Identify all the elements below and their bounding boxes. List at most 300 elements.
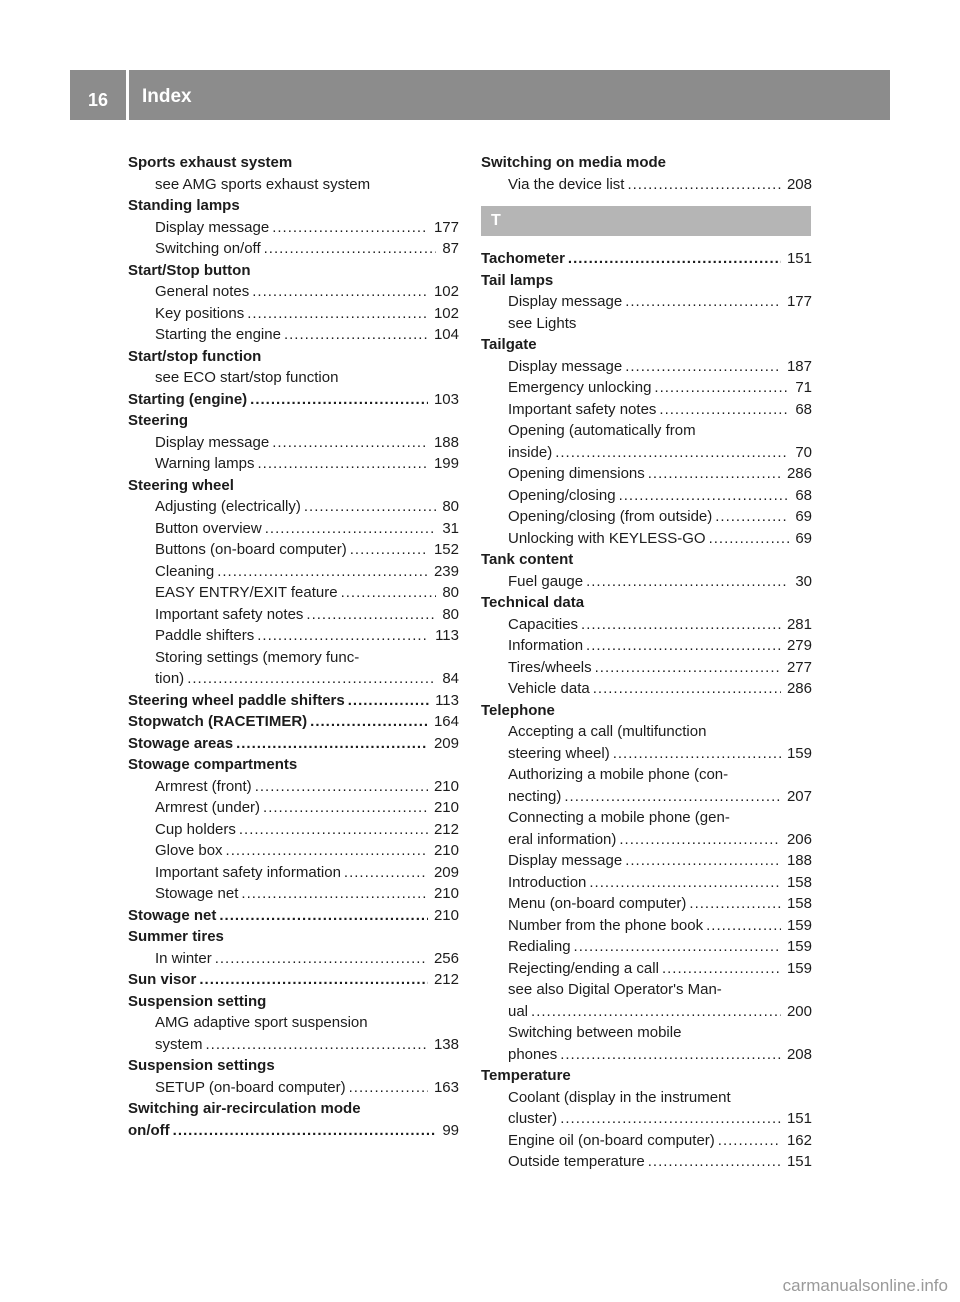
page-reference: 279 — [786, 637, 812, 654]
entry-text: phones — [508, 1045, 558, 1063]
entry-text: Opening dimensions — [508, 465, 645, 482]
index-subentry — [128, 582, 459, 604]
index-subentry — [481, 377, 812, 399]
index-subentry — [481, 420, 812, 442]
dot-leader — [344, 862, 428, 884]
index-entry — [128, 195, 459, 217]
entry-text: Cleaning — [155, 562, 215, 580]
entry-text: Switching on/off — [155, 240, 261, 257]
entry-text: Information — [508, 637, 584, 654]
entry-text: Buttons (on-board computer) — [155, 541, 347, 558]
entry-text: AMG adaptive sport suspension — [155, 1014, 368, 1031]
entry-text: Stowage net — [155, 885, 239, 902]
page-reference: 68 — [795, 486, 812, 504]
dot-leader — [654, 377, 789, 399]
dot-leader — [625, 850, 781, 872]
dot-leader — [689, 893, 781, 915]
page-reference: 200 — [786, 1002, 812, 1020]
index-subentry — [481, 1108, 812, 1130]
index-entry — [128, 991, 459, 1013]
index-subentry — [128, 367, 459, 389]
page-reference: 209 — [433, 734, 459, 752]
index-subentry — [128, 217, 459, 239]
entry-text: Introduction — [508, 873, 587, 891]
dot-leader — [581, 614, 781, 636]
dot-leader — [239, 819, 428, 841]
index-entry — [128, 260, 459, 282]
entry-text: Suspension setting — [128, 992, 267, 1010]
page-reference: 151 — [786, 1153, 812, 1170]
entry-text: necting) — [508, 787, 562, 805]
entry-text: Stowage compartments — [128, 756, 298, 773]
index-column-right — [481, 152, 812, 1173]
index-entry — [128, 152, 459, 174]
index-subentry — [128, 840, 459, 862]
index-subentry — [481, 571, 812, 593]
index-subentry — [128, 453, 459, 475]
dot-leader — [349, 1077, 428, 1099]
entry-text: Important safety notes — [155, 605, 304, 623]
index-entry — [481, 248, 812, 270]
page-reference: 212 — [433, 820, 459, 838]
page-reference: 71 — [795, 379, 812, 396]
page-reference: 188 — [786, 852, 812, 869]
index-entry — [128, 905, 459, 927]
index-subentry — [128, 174, 459, 196]
entry-text: tion) — [155, 670, 185, 687]
index-entry — [481, 270, 812, 292]
index-subentry — [481, 979, 812, 1001]
dot-leader — [173, 1120, 437, 1142]
entry-text: see Lights — [508, 314, 577, 332]
entry-text: Starting (engine) — [128, 390, 248, 408]
entry-text: Summer tires — [128, 928, 224, 945]
page-reference: 210 — [433, 799, 459, 816]
page-reference: 159 — [786, 938, 812, 955]
index-subentry — [481, 786, 812, 808]
index-subentry — [481, 313, 812, 335]
entry-text: Important safety notes — [508, 400, 657, 418]
index-subentry — [128, 819, 459, 841]
page-reference: 113 — [435, 691, 459, 709]
page-title: Index — [142, 86, 192, 107]
index-subentry — [481, 657, 812, 679]
page-reference: 159 — [786, 959, 812, 977]
index-subentry — [128, 862, 459, 884]
entry-text: Switching between mobile — [508, 1024, 682, 1041]
entry-text: Steering wheel — [128, 476, 234, 494]
entry-text: Authorizing a mobile phone (con- — [508, 766, 729, 783]
index-entry — [481, 549, 812, 571]
page-reference: 162 — [786, 1131, 812, 1149]
index-subentry — [128, 625, 459, 647]
index-subentry — [481, 1022, 812, 1044]
entry-text: Number from the phone book — [508, 916, 704, 934]
page-reference: 212 — [433, 971, 459, 988]
entry-text: Display message — [508, 293, 623, 310]
index-subentry — [128, 238, 459, 260]
index-subentry — [481, 485, 812, 507]
index-entry — [128, 389, 459, 411]
entry-text: Armrest (front) — [155, 777, 252, 795]
page-reference: 151 — [786, 1110, 812, 1127]
page-reference: 158 — [786, 873, 812, 891]
dot-leader — [250, 389, 428, 411]
entry-text: Capacities — [508, 615, 579, 633]
dot-leader — [709, 528, 790, 550]
index-subentry — [481, 174, 812, 196]
index-subentry — [128, 883, 459, 905]
page-reference: 84 — [442, 670, 459, 687]
page-reference: 99 — [442, 1121, 459, 1139]
entry-text: Armrest (under) — [155, 799, 261, 816]
index-subentry — [481, 829, 812, 851]
page-reference: 80 — [442, 605, 459, 623]
page-reference: 210 — [433, 906, 459, 924]
entry-text: Tailgate — [481, 336, 537, 353]
entry-text: system — [155, 1035, 203, 1053]
index-subentry — [128, 647, 459, 669]
index-subentry — [128, 561, 459, 583]
entry-text: Starting the engine — [155, 326, 281, 343]
entry-text: Display message — [155, 433, 270, 451]
index-subentry — [481, 743, 812, 765]
index-subentry — [128, 303, 459, 325]
entry-text: Stopwatch (RACETIMER) — [128, 713, 308, 730]
dot-leader — [627, 174, 781, 196]
dot-leader — [619, 485, 790, 507]
dot-leader — [304, 496, 436, 518]
entry-text: cluster) — [508, 1110, 558, 1127]
index-entry — [481, 592, 812, 614]
page-reference: 30 — [795, 572, 812, 590]
entry-text: on/off — [128, 1121, 170, 1139]
entry-text: Important safety information — [155, 863, 341, 881]
dot-leader — [568, 248, 781, 270]
page-reference: 286 — [786, 465, 812, 482]
dot-leader — [662, 958, 781, 980]
dot-leader — [586, 635, 781, 657]
entry-text: Warning lamps — [155, 455, 255, 472]
entry-text: see also Digital Operator's Man- — [508, 981, 722, 998]
index-subentry — [481, 1087, 812, 1109]
index-subentry — [481, 442, 812, 464]
entry-text: Paddle shifters — [155, 627, 255, 644]
entry-text: Opening/closing — [508, 486, 616, 504]
entry-text: Rejecting/ending a call — [508, 959, 659, 977]
entry-text: Tires/wheels — [508, 658, 592, 676]
page-reference: 138 — [433, 1035, 459, 1053]
dot-leader — [215, 948, 428, 970]
entry-text: Suspension settings — [128, 1057, 275, 1074]
entry-text: Storing settings (memory func- — [155, 648, 360, 666]
dot-leader — [199, 969, 428, 991]
index-subentry — [128, 432, 459, 454]
dot-leader — [236, 733, 428, 755]
entry-text: see ECO start/stop function — [155, 369, 339, 386]
index-subentry — [481, 1130, 812, 1152]
dot-leader — [648, 1151, 781, 1173]
page-reference: 69 — [795, 508, 812, 525]
page-reference: 187 — [786, 357, 812, 375]
entry-text: General notes — [155, 283, 250, 300]
page-header — [70, 70, 890, 120]
page-reference: 80 — [442, 498, 459, 515]
section-letter-heading: T — [481, 206, 811, 236]
page-reference: 102 — [433, 304, 459, 322]
dot-leader — [265, 518, 437, 540]
entry-text: Redialing — [508, 938, 571, 955]
index-entry — [481, 334, 812, 356]
index-entry — [128, 1120, 459, 1142]
index-subentry — [128, 1077, 459, 1099]
watermark: carmanualsonline.info — [782, 1276, 948, 1295]
dot-leader — [560, 1044, 781, 1066]
entry-text: Stowage areas — [128, 734, 234, 752]
dot-leader — [241, 883, 428, 905]
entry-text: Display message — [508, 852, 623, 869]
entry-text: SETUP (on-board computer) — [155, 1078, 346, 1096]
page-reference: 70 — [795, 443, 812, 461]
index-entry — [128, 346, 459, 368]
index-subentry — [128, 518, 459, 540]
entry-text: Display message — [155, 218, 270, 236]
page-number: 16 — [87, 89, 109, 110]
entry-text: Steering wheel paddle shifters — [128, 691, 345, 709]
index-subentry — [481, 893, 812, 915]
index-subentry — [481, 678, 812, 700]
index-entry — [128, 690, 459, 712]
page-reference: 286 — [786, 680, 812, 697]
index-subentry — [481, 463, 812, 485]
dot-leader — [255, 776, 428, 798]
dot-leader — [564, 786, 781, 808]
dot-leader — [341, 582, 437, 604]
entry-text: ual — [508, 1002, 529, 1020]
dot-leader — [257, 453, 427, 475]
entry-text: EASY ENTRY/EXIT feature — [155, 584, 338, 601]
dot-leader — [574, 936, 781, 958]
index-entry — [128, 1098, 459, 1120]
page-reference: 80 — [442, 584, 459, 601]
entry-text: Opening/closing (from outside) — [508, 508, 713, 525]
index-entry — [128, 475, 459, 497]
dot-leader — [560, 1108, 781, 1130]
entry-text: Emergency unlocking — [508, 379, 652, 396]
index-subentry — [128, 1012, 459, 1034]
dot-leader — [264, 238, 437, 260]
entry-text: inside) — [508, 443, 553, 461]
dot-leader — [187, 668, 436, 690]
dot-leader — [306, 604, 436, 626]
page-reference: 103 — [433, 390, 459, 408]
dot-leader — [284, 324, 428, 346]
page-reference: 177 — [433, 218, 459, 236]
page-reference: 152 — [433, 541, 459, 558]
index-subentry — [128, 668, 459, 690]
dot-leader — [257, 625, 429, 647]
entry-text: eral information) — [508, 830, 617, 848]
entry-text: Tachometer — [481, 250, 565, 267]
entry-text: Accepting a call (multifunction — [508, 723, 707, 740]
index-subentry — [481, 291, 812, 313]
page-reference: 208 — [786, 175, 812, 193]
index-subentry — [128, 539, 459, 561]
index-subentry — [481, 807, 812, 829]
page-reference: 210 — [433, 842, 459, 859]
index-subentry — [481, 764, 812, 786]
index-subentry — [481, 528, 812, 550]
dot-leader — [619, 829, 781, 851]
dot-leader — [586, 571, 789, 593]
entry-text: Engine oil (on-board computer) — [508, 1131, 715, 1149]
dot-leader — [589, 872, 781, 894]
page-reference: 210 — [433, 777, 459, 795]
entry-text: Connecting a mobile phone (gen- — [508, 809, 730, 826]
entry-text: Button overview — [155, 519, 262, 537]
page-reference: 207 — [786, 787, 812, 805]
entry-text: Telephone — [481, 701, 555, 719]
index-subentry — [128, 604, 459, 626]
index-subentry — [481, 356, 812, 378]
entry-text: Menu (on-board computer) — [508, 895, 687, 912]
dot-leader — [648, 463, 781, 485]
page-reference: 208 — [786, 1045, 812, 1063]
entry-text: Adjusting (electrically) — [155, 498, 301, 515]
index-subentry — [481, 850, 812, 872]
page-reference: 87 — [442, 240, 459, 257]
dot-leader — [531, 1001, 781, 1023]
index-subentry — [128, 948, 459, 970]
entry-text: Cup holders — [155, 820, 236, 838]
entry-text: Sports exhaust system — [128, 154, 293, 171]
dot-leader — [226, 840, 428, 862]
page-reference: 113 — [435, 627, 459, 644]
index-column-left — [128, 152, 459, 1141]
entry-text: Key positions — [155, 304, 245, 322]
dot-leader — [272, 217, 428, 239]
entry-text: Outside temperature — [508, 1153, 645, 1170]
index-entry — [128, 410, 459, 432]
index-entry — [128, 1055, 459, 1077]
page-reference: 210 — [433, 885, 459, 902]
page-reference: 104 — [433, 326, 459, 343]
index-subentry — [481, 614, 812, 636]
dot-leader — [625, 291, 781, 313]
dot-leader — [247, 303, 428, 325]
entry-text: Start/Stop button — [128, 261, 251, 279]
dot-leader — [263, 797, 428, 819]
entry-text: In winter — [155, 949, 212, 967]
page-reference: 277 — [786, 658, 812, 676]
entry-text: Standing lamps — [128, 197, 240, 214]
page-reference: 256 — [433, 949, 459, 967]
dot-leader — [348, 690, 429, 712]
index-subentry — [481, 936, 812, 958]
dot-leader — [252, 281, 428, 303]
index-subentry — [128, 1034, 459, 1056]
index-entry — [481, 152, 812, 174]
page-reference: 206 — [786, 830, 812, 848]
dot-leader — [595, 657, 781, 679]
dot-leader — [272, 432, 428, 454]
page-reference: 188 — [433, 433, 459, 451]
index-subentry — [481, 1151, 812, 1173]
page-reference: 281 — [786, 615, 812, 633]
page-reference: 163 — [433, 1078, 459, 1096]
entry-text: Technical data — [481, 594, 585, 611]
index-entry — [128, 733, 459, 755]
index-entry — [128, 969, 459, 991]
entry-text: Stowage net — [128, 906, 217, 924]
index-subentry — [481, 1044, 812, 1066]
entry-text: steering wheel) — [508, 744, 610, 762]
page-reference: 209 — [433, 863, 459, 881]
entry-text: see AMG sports exhaust system — [155, 175, 371, 193]
page-reference: 158 — [786, 895, 812, 912]
index-entry — [481, 1065, 812, 1087]
index-subentry — [481, 872, 812, 894]
index-subentry — [128, 281, 459, 303]
entry-text: Glove box — [155, 842, 223, 859]
dot-leader — [718, 1130, 781, 1152]
dot-leader — [555, 442, 789, 464]
index-subentry — [128, 776, 459, 798]
page-reference: 164 — [433, 713, 459, 730]
page-reference: 199 — [433, 455, 459, 472]
dot-leader — [310, 711, 428, 733]
entry-text: Steering — [128, 412, 189, 429]
page-reference: 239 — [433, 562, 459, 580]
entry-text: Tank content — [481, 551, 574, 568]
dot-leader — [217, 561, 428, 583]
entry-text: Via the device list — [508, 175, 625, 193]
entry-text: Switching on media mode — [481, 154, 667, 171]
page-reference: 159 — [786, 744, 812, 762]
entry-text: Tail lamps — [481, 271, 554, 289]
entry-text: Opening (automatically from — [508, 422, 696, 439]
index-entry — [128, 711, 459, 733]
index-subentry — [481, 721, 812, 743]
dot-leader — [350, 539, 428, 561]
page-reference: 31 — [442, 519, 459, 537]
page-reference: 159 — [786, 916, 812, 934]
entry-text: Switching air-recirculation mode — [128, 1100, 361, 1117]
entry-text: Sun visor — [128, 971, 197, 988]
index-subentry — [481, 915, 812, 937]
index-subentry — [128, 496, 459, 518]
dot-leader — [706, 915, 781, 937]
index-entry — [481, 700, 812, 722]
index-subentry — [481, 1001, 812, 1023]
index-entry — [128, 754, 459, 776]
index-subentry — [128, 324, 459, 346]
entry-text: Coolant (display in the instrument — [508, 1088, 731, 1106]
dot-leader — [219, 905, 428, 927]
entry-text: Fuel gauge — [508, 572, 584, 590]
index-subentry — [481, 635, 812, 657]
page-reference: 151 — [786, 250, 812, 267]
dot-leader — [659, 399, 789, 421]
dot-leader — [625, 356, 781, 378]
dot-leader — [593, 678, 781, 700]
entry-text: Start/stop function — [128, 347, 262, 365]
entry-text: Temperature — [481, 1067, 571, 1084]
index-subentry — [481, 399, 812, 421]
page-reference: 69 — [795, 529, 812, 547]
entry-text: Display message — [508, 357, 623, 375]
index-subentry — [481, 958, 812, 980]
